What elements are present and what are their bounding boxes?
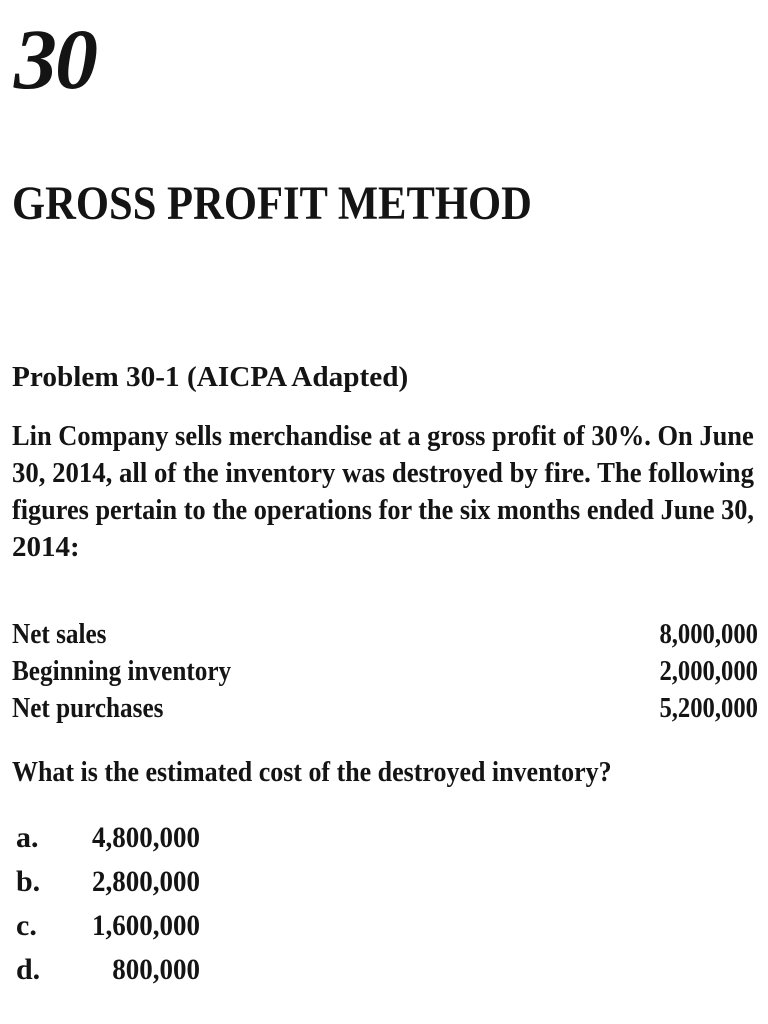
choice-b xyxy=(16,860,216,904)
choice-value: 2,800,000 xyxy=(92,865,200,898)
paragraph-line xyxy=(12,455,754,492)
choice-letter: d. xyxy=(16,953,41,986)
paragraph-line xyxy=(12,492,754,529)
figure-row-net-purchases xyxy=(12,690,758,727)
paragraph-line-text: figures pertain to the operations for the six months ended June 30, xyxy=(12,494,754,526)
question xyxy=(12,752,612,792)
paragraph-line-text: Lin Company sells merchandise at a gross profit of 30%. On June xyxy=(12,420,754,452)
choice-letter: c. xyxy=(16,909,37,942)
chapter-title xyxy=(12,176,532,232)
problem-heading xyxy=(12,360,408,396)
chapter-number: 30 xyxy=(14,11,96,107)
choice-value: 4,800,000 xyxy=(92,821,200,854)
choice-value: 1,600,000 xyxy=(92,909,200,942)
figure-label: Net sales xyxy=(12,618,107,650)
problem-paragraph xyxy=(12,418,754,566)
figure-value: 2,000,000 xyxy=(659,655,758,687)
choice-d xyxy=(16,948,216,992)
choice-c xyxy=(16,904,216,948)
problem-heading-text: Problem 30-1 (AICPA Adapted) xyxy=(12,362,409,393)
choice-value: 800,000 xyxy=(112,953,200,986)
figure-value: 8,000,000 xyxy=(659,618,758,650)
answer-choices xyxy=(16,816,216,992)
figure-row-beginning-inventory xyxy=(12,653,758,690)
choice-letter: a. xyxy=(16,821,39,854)
figure-value: 5,200,000 xyxy=(659,692,758,724)
figure-label: Net purchases xyxy=(12,692,164,724)
question-text: What is the estimated cost of the destroyed inventory? xyxy=(12,756,612,788)
figure-label: Beginning inventory xyxy=(12,655,232,687)
figure-row-net-sales xyxy=(12,616,758,653)
chapter-title-text: GROSS PROFIT METHOD xyxy=(12,177,532,230)
paragraph-line xyxy=(12,418,754,455)
choice-letter: b. xyxy=(16,865,41,898)
choice-a xyxy=(16,816,216,860)
figures-table xyxy=(12,616,758,727)
paragraph-line: 2014: xyxy=(12,531,80,563)
paragraph-line-text: 30, 2014, all of the inventory was destroyed by fire. The following xyxy=(12,457,754,489)
